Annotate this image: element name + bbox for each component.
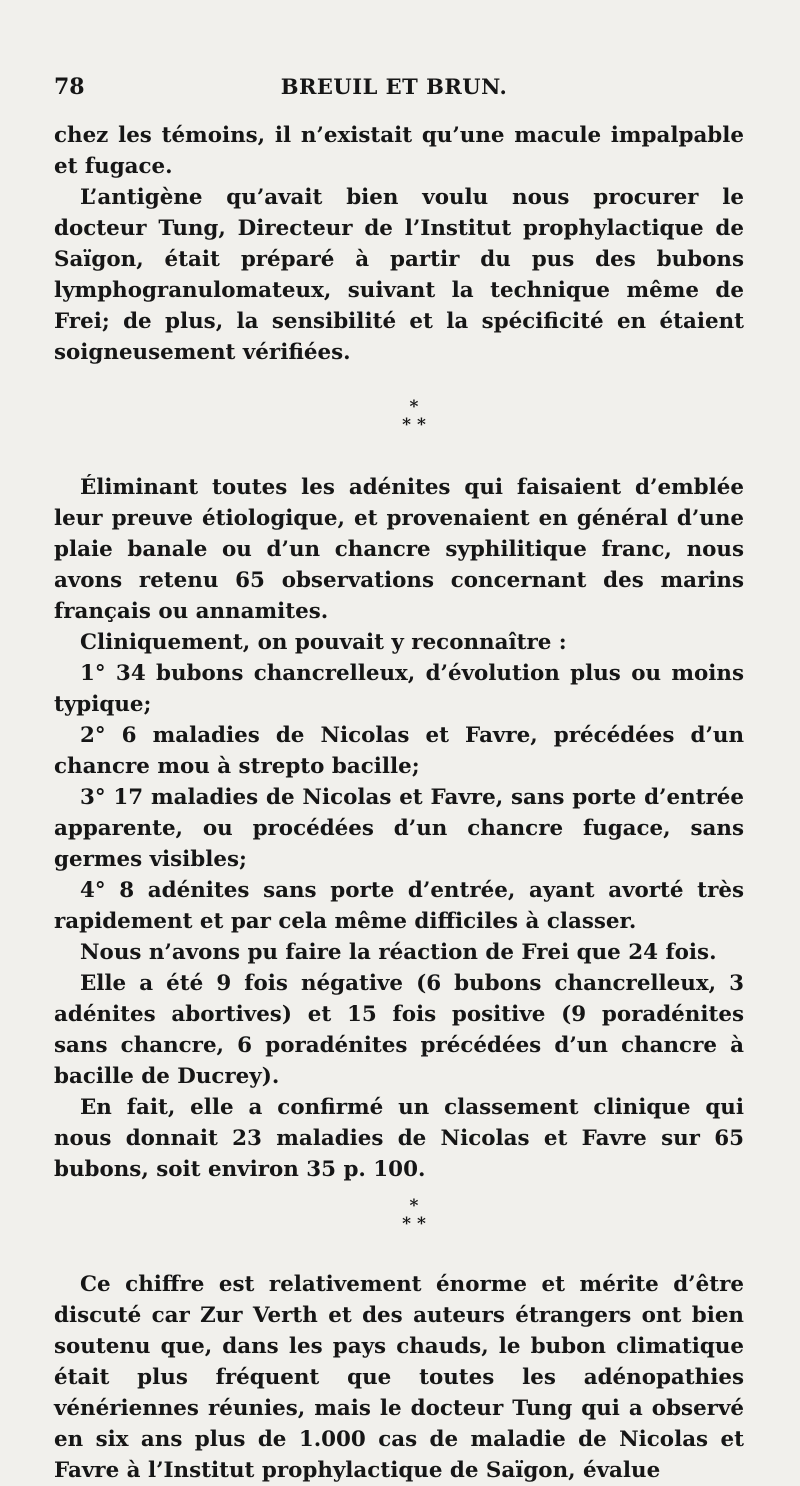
paragraph: chez les témoins, il n’existait qu’une macule impalpable et fugace. — [54, 123, 744, 179]
asterism-bottom: * * — [402, 1214, 426, 1234]
list-item: 2° 6 maladies de Nicolas et Favre, précédées d’un chancre mou à strepto bacille; — [54, 723, 744, 779]
asterism-bottom: * * — [402, 415, 426, 435]
paragraph: L’antigène qu’avait bien voulu nous procurer le docteur Tung, Directeur de l’Institut prophylactique de Saïgon, était préparé à partir du pus des bubons lymphogranulomateux, suivant la technique même de Frei; de plus, la sensibilité et la spécificité en étaient soigneusement vérifiées. — [54, 185, 744, 365]
asterism-top: * — [409, 1196, 419, 1216]
asterism-top: * — [409, 397, 419, 417]
list-item: 4° 8 adénites sans porte d’entrée, ayant avorté très rapidement et par cela même difficiles à classer. — [54, 878, 744, 934]
body-text — [54, 120, 744, 1486]
paragraph: En fait, elle a confirmé un classement clinique qui nous donnait 23 maladies de Nicolas et Favre sur 65 bubons, soit environ 35 p. 100. — [54, 1095, 744, 1182]
paragraph: Elle a été 9 fois négative (6 bubons chancrelleux, 3 adénites abortives) et 15 fois positive (9 poradénites sans chancre, 6 poradénites précédées d’un chancre à bacille de Ducrey). — [54, 971, 744, 1089]
paragraph: Éliminant toutes les adénites qui faisaient d’emblée leur preuve étiologique, et provenaient en général d’une plaie banale ou d’un chancre syphilitique franc, nous avons retenu 65 observations concernant des marins français ou annamites. — [54, 475, 744, 624]
page-number: 78 — [54, 74, 85, 100]
paragraph: Cliniquement, on pouvait y reconnaître : — [80, 630, 567, 655]
page-header — [34, 74, 754, 104]
paragraph: Nous n’avons pu faire la réaction de Frei que 24 fois. — [80, 940, 717, 965]
list-item: 1° 34 bubons chancrelleux, d’évolution plus ou moins typique; — [54, 661, 744, 717]
asterism-divider — [54, 398, 744, 434]
paragraph: Ce chiffre est relativement énorme et mérite d’être discuté car Zur Verth et des auteurs étrangers ont bien soutenu que, dans les pays chauds, le bubon climatique était plus fréquent que toutes les adénopathies vénériennes réunies, mais le docteur Tung qui a observé en six ans plus de 1.000 cas de maladie de Nicolas et Favre à l’Institut prophylactique de Saïgon, évalue — [54, 1272, 744, 1483]
list-item: 3° 17 maladies de Nicolas et Favre, sans porte d’entrée apparente, ou procédées d’un chancre fugace, sans germes visibles; — [54, 785, 744, 872]
running-title: BREUIL ET BRUN. — [280, 74, 508, 99]
asterism-divider — [54, 1197, 744, 1233]
